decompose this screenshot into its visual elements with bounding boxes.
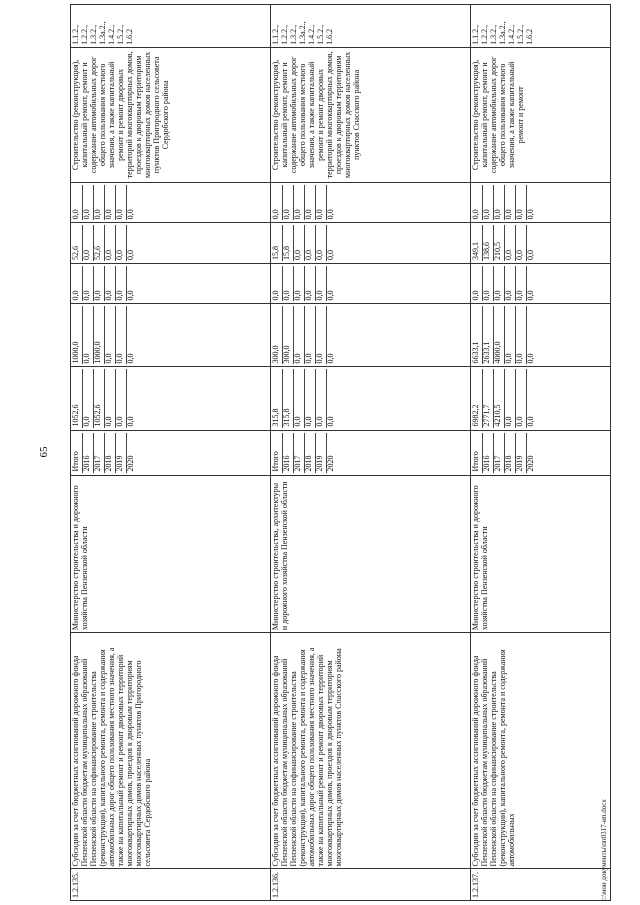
value-cell: 0,0 (294, 185, 305, 221)
year-cell: 2018 (505, 433, 516, 473)
year-cell: Итого (472, 433, 483, 473)
indicator-code: 1.6.2 (324, 28, 334, 45)
indicator-code: 1.1.2., (471, 24, 480, 45)
value-cell: 0,0 (316, 185, 327, 221)
value-cell: 0,0 (472, 185, 483, 221)
funding-column-2 (271, 304, 471, 367)
years-column (71, 430, 271, 475)
value-cell: 315,8 (272, 369, 283, 427)
value-cell: 0,0 (505, 266, 516, 302)
measure-name: Субсидии за счет бюджетных ассигнований дорожного фонда Пензенской области бюджетам муниципальных образований Пензенской области на софинансирование строительства (реконструкции), капитального ремонта, ремонта и содержания автомобильных дорог общего пользования местного значения, а также на капитальный ремонт и ремонт дворовых территорий многоквартирных домов, проездов к дворовым территориям многоквартирных домов населенных пунктов Спасского района (271, 633, 471, 869)
indicator-code: 1.4.2., (306, 24, 316, 45)
value-cell: 2771,7 (483, 369, 494, 427)
funding-column-4 (71, 223, 271, 264)
value-cell: 0,0 (283, 185, 294, 221)
year-cell: 2017 (494, 433, 505, 473)
indicator-codes (471, 5, 611, 48)
value-cell: 0,0 (316, 369, 327, 427)
value-cell: 0,0 (83, 225, 94, 261)
value-cell: 0,0 (283, 266, 294, 302)
indicator-code: 1.5.2., (315, 24, 325, 45)
funding-column-3 (271, 263, 471, 304)
measure-name: Субсидии за счет бюджетных ассигнований дорожного фонда Пензенской области бюджетам муниципальных образований Пензенской области на софинансирование строительства (реконструкции), капитального ремонта, ремонта и содержания автомобильных (471, 633, 611, 869)
year-cell: 2018 (105, 433, 116, 473)
table-row (71, 5, 271, 901)
indicator-code: 1.2.2., (479, 24, 489, 45)
indicator-codes (71, 5, 271, 48)
value-cell: 0,0 (516, 225, 527, 261)
year-cell: 2020 (526, 455, 535, 472)
value-cell: 0,0 (483, 266, 494, 302)
expected-result: Строительство (реконструкция), капитальный ремонт, ремонт и содержание автомобильных дорог общего пользования местного значения, а также капитальный ремонт и ремонт (471, 47, 611, 182)
funding-column-2 (71, 304, 271, 367)
indicator-code: 1.4.2., (506, 24, 516, 45)
value-cell: 1052,6 (72, 369, 83, 427)
value-cell: 315,8 (283, 369, 294, 427)
value-cell: 6633,1 (472, 306, 483, 364)
value-cell: 1052,6 (94, 369, 105, 427)
year-cell: 2017 (94, 433, 105, 473)
value-cell: 0,0 (294, 369, 305, 427)
value-cell: 0,0 (526, 209, 535, 220)
value-cell: 2633,1 (483, 306, 494, 364)
file-path-footer: c:\мои документы\пп0317-ип.docx (600, 799, 608, 901)
value-cell: 0,0 (326, 209, 335, 220)
value-cell: 0,0 (126, 290, 135, 301)
year-cell: 2019 (116, 433, 127, 473)
value-cell: 0,0 (516, 266, 527, 302)
value-cell: 0,0 (83, 185, 94, 221)
year-cell: 2019 (516, 433, 527, 473)
value-cell: 0,0 (472, 266, 483, 302)
year-cell: 2016 (483, 433, 494, 473)
value-cell: 0,0 (305, 369, 316, 427)
value-cell: 0,0 (316, 225, 327, 261)
indicator-code: 1.3.2., (488, 24, 498, 45)
indicator-code: 1.1.2., (271, 24, 280, 45)
value-cell: 0,0 (516, 369, 527, 427)
value-cell: 0,0 (116, 225, 127, 261)
value-cell: 6982,2 (472, 369, 483, 427)
indicator-code: 1.6.2 (124, 28, 134, 45)
value-cell: 0,0 (116, 369, 127, 427)
value-cell: 0,0 (83, 369, 94, 427)
funding-column-3 (71, 263, 271, 304)
funding-column-1 (271, 367, 471, 430)
value-cell: 4210,5 (494, 369, 505, 427)
value-cell: 52,6 (72, 225, 83, 261)
value-cell: 15,8 (272, 225, 283, 261)
value-cell: 300,0 (272, 306, 283, 364)
indicator-code: 1.3a.2., (497, 21, 507, 45)
executor: Министерство строительства и дорожного хозяйства Пензенской области (71, 475, 271, 633)
value-cell: 0,0 (516, 185, 527, 221)
value-cell: 0,0 (516, 306, 527, 364)
funding-column-5 (271, 182, 471, 223)
value-cell: 0,0 (116, 185, 127, 221)
value-cell: 0,0 (94, 185, 105, 221)
years-column (471, 430, 611, 475)
expected-result: Строительство (реконструкция), капитальный ремонт, ремонт и содержание автомобильных дорог общего пользования местного значения, а также капитальный ремонт и ремонт дворовых территорий многоквартирных домов, проездов к дворовым территориям многоквартирных домов населенных пунктов Пригородного сельсовета Сердобского района (71, 47, 271, 182)
year-cell: 2020 (126, 455, 135, 472)
value-cell: 0,0 (294, 266, 305, 302)
value-cell: 0,0 (105, 306, 116, 364)
value-cell: 0,0 (505, 306, 516, 364)
executor: Министерство строительства и дорожного хозяйства Пензенской области (471, 475, 611, 633)
value-cell: 0,0 (526, 353, 535, 364)
funding-column-5 (71, 182, 271, 223)
value-cell: 0,0 (272, 266, 283, 302)
indicator-code: 1.2.2., (79, 24, 89, 45)
value-cell: 0,0 (305, 266, 316, 302)
value-cell: 0,0 (494, 266, 505, 302)
year-cell: 2020 (326, 455, 335, 472)
value-cell: 300,0 (283, 306, 294, 364)
value-cell: 0,0 (305, 185, 316, 221)
value-cell: 0,0 (326, 290, 335, 301)
value-cell: 210,5 (494, 225, 505, 261)
value-cell: 0,0 (105, 185, 116, 221)
value-cell: 0,0 (272, 185, 283, 221)
indicator-codes (271, 5, 471, 48)
indicator-code: 1.3a.2., (97, 21, 107, 45)
indicator-code: 1.3.2., (288, 24, 298, 45)
funding-column-5 (471, 182, 611, 223)
value-cell: 52,6 (94, 225, 105, 261)
row-number: 1.2.135. (71, 869, 271, 901)
value-cell: 0,0 (326, 353, 335, 364)
page-number: 65 (38, 446, 50, 458)
row-number: 1.2.137. (471, 869, 611, 901)
value-cell: 0,0 (505, 225, 516, 261)
value-cell: 0,0 (294, 225, 305, 261)
funding-column-3 (471, 263, 611, 304)
years-column (271, 430, 471, 475)
value-cell: 0,0 (305, 306, 316, 364)
value-cell: 0,0 (126, 416, 135, 427)
funding-column-1 (471, 367, 611, 430)
value-cell: 0,0 (316, 266, 327, 302)
value-cell: 0,0 (526, 249, 535, 260)
indicator-code: 1.4.2., (106, 24, 116, 45)
year-cell: 2019 (316, 433, 327, 473)
year-cell: Итого (272, 433, 283, 473)
table-row (271, 5, 471, 901)
value-cell: 0,0 (294, 306, 305, 364)
value-cell: 0,0 (126, 249, 135, 260)
year-cell: 2017 (294, 433, 305, 473)
value-cell: 0,0 (83, 266, 94, 302)
value-cell: 4000,0 (494, 306, 505, 364)
year-cell: 2016 (83, 433, 94, 473)
value-cell: 0,0 (105, 369, 116, 427)
value-cell: 0,0 (126, 353, 135, 364)
funding-column-4 (471, 223, 611, 264)
value-cell: 0,0 (72, 185, 83, 221)
value-cell: 0,0 (72, 266, 83, 302)
funding-column-2 (471, 304, 611, 367)
value-cell: 0,0 (126, 209, 135, 220)
value-cell: 0,0 (326, 249, 335, 260)
value-cell: 0,0 (305, 225, 316, 261)
executor: Министерство строительства, архитектуры и дорожного хозяйства Пензенской области (271, 475, 471, 633)
value-cell: 0,0 (526, 416, 535, 427)
indicator-code: 1.3.2., (88, 24, 98, 45)
indicator-code: 1.6.2 (524, 28, 534, 45)
program-table (70, 4, 611, 901)
value-cell: 1000,0 (94, 306, 105, 364)
indicator-code: 1.2.2., (279, 24, 289, 45)
value-cell: 0,0 (526, 290, 535, 301)
value-cell: 138,6 (483, 225, 494, 261)
expected-result: Строительство (реконструкция), капитальный ремонт, ремонт и содержание автомобильных дорог общего пользования местного значения, а также капитальный ремонт и ремонт дворовых территорий многоквартирных домов, проездов к дворовым территориям многоквартирных домов населенных пунктов Спасского района (271, 47, 471, 182)
value-cell: 0,0 (316, 306, 327, 364)
year-cell: 2018 (305, 433, 316, 473)
table-row (471, 5, 611, 901)
funding-column-4 (271, 223, 471, 264)
value-cell: 0,0 (116, 266, 127, 302)
measure-name: Субсидии за счет бюджетных ассигнований дорожного фонда Пензенской области бюджетам муниципальных образований Пензенской области на софинансирование строительства (реконструкции), капитального ремонта, ремонта и содержания автомобильных дорог общего пользования местного значения, а также на капитальный ремонт и ремонт дворовых территорий многоквартирных домов, проездов к дворовым территориям многоквартирных домов населенных пунктов Пригородного сельсовета Сердобского района (71, 633, 271, 869)
value-cell: 0,0 (483, 185, 494, 221)
value-cell: 1000,0 (72, 306, 83, 364)
value-cell: 0,0 (94, 266, 105, 302)
value-cell: 0,0 (326, 416, 335, 427)
value-cell: 15,8 (283, 225, 294, 261)
indicator-code: 1.3a.2., (297, 21, 307, 45)
value-cell: 0,0 (116, 306, 127, 364)
year-cell: 2016 (283, 433, 294, 473)
value-cell: 0,0 (83, 306, 94, 364)
value-cell: 0,0 (105, 225, 116, 261)
value-cell: 0,0 (505, 369, 516, 427)
funding-column-1 (71, 367, 271, 430)
value-cell: 0,0 (505, 185, 516, 221)
indicator-code: 1.5.2., (115, 24, 125, 45)
indicator-code: 1.5.2., (515, 24, 525, 45)
row-number: 1.2.136. (271, 869, 471, 901)
indicator-code: 1.1.2., (71, 24, 80, 45)
value-cell: 349,1 (472, 225, 483, 261)
value-cell: 0,0 (105, 266, 116, 302)
year-cell: Итого (72, 433, 83, 473)
value-cell: 0,0 (494, 185, 505, 221)
